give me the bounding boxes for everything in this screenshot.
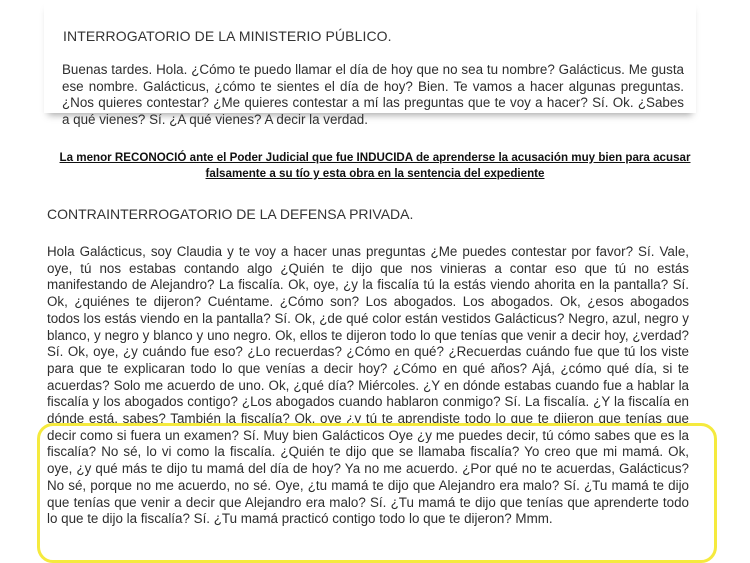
notice-statement: La menor RECONOCIÓ ante el Poder Judicial que fue INDUCIDA de aprenderse la acusación muy bien para acusar falsamente a su tío y esta obra en la sentencia del expediente [59,151,691,180]
excerpt-panel-top [44,0,696,127]
section-heading-ministerio-publico: INTERROGATORIO DE LA MINISTERIO PÚBLICO. [63,28,392,44]
section-heading-defensa-privada: CONTRAINTERROGATORIO DE LA DEFENSA PRIVADA. [47,206,414,222]
cross-examination-paragraph: Hola Galácticus, soy Claudia y te voy a hacer unas preguntas ¿Me puedes contestar por favor? Sí. Vale, oye, tú nos estabas contando algo ¿Quién te dijo que nos vinieras a contar eso que tú no estás manifestando de Alejandro? La fiscalía. Ok, oye, ¿y la fiscalía tú la estás viendo ahorita en la pantalla? Sí. Ok, ¿quiénes te dijeron? Cuéntame. ¿Cómo son? Los abogados. Los abogados. Ok, ¿esos abogados todos los estás viendo en la pantalla? Sí. Ok, ¿de qué color están vestidos Galácticus? Negro, azul, negro y blanco, y negro y blanco y uno negro. Ok, ellos te dijeron todo lo que tenías que venir a decir hoy, ¿verdad? Sí. Ok, oye, ¿y cuándo fue eso? ¿Lo recuerdas? ¿Cómo en qué? ¿Recuerdas cuándo fue que tú los viste para que te explicaran todo lo que venías a decir hoy? ¿Cómo en qué años? Ajá, ¿cómo qué día, si te acuerdas? Solo me acuerdo de uno. Ok, ¿qué día? Miércoles. ¿Y en dónde estabas cuando fue a hablar la fiscalía y los abogados contigo? ¿Los abogados cuando hablaron conmigo? Sí. La fiscalía. ¿Y la fiscalía en dónde está, sabes? También la fiscalía? Ok, oye ¿y tú te aprendiste todo lo que te dijeron que tenías que decir como si fuera un examen? Sí. Muy bien Galácticos Oye ¿y me puedes decir, tú cómo sabes que es la fiscalía? No sé, lo vi como la fiscalía. ¿Quién te dijo que se llamaba fiscalía? Yo creo que mi mamá. Ok, oye, ¿y qué más te dijo tu mamá del día de hoy? Ya no me acuerdo. ¿Por qué no te acuerdas, Galácticus? No sé, porque no me acuerdo, no sé. Oye, ¿tu mamá te dijo que Alejandro era malo? Sí. ¿Tu mamá te dijo que tenías que venir a decir que Alejandro era malo? Sí. ¿Tu mamá te dijo que tenías que aprendertе todo lo que te dijo la fiscalía? Sí. ¿Tu mamá practicó contigo todo lo que te dijeron? Mmm. [47,244,689,527]
interrogation-paragraph: Buenas tardes. Hola. ¿Cómo te puedo llamar el día de hoy que no sea tu nombre? Galácticus. Me gusta ese nombre. Galácticus, ¿cómo te sientes el día de hoy? Bien. Te vamos a hacer algunas preguntas. ¿Nos quieres contestar? ¿Me quieres contestar a mí las preguntas que te voy a hacer? Sí. Ok. ¿Sabes a qué vienes? Sí. ¿A qué vienes? A decir la verdad. [62,62,684,127]
